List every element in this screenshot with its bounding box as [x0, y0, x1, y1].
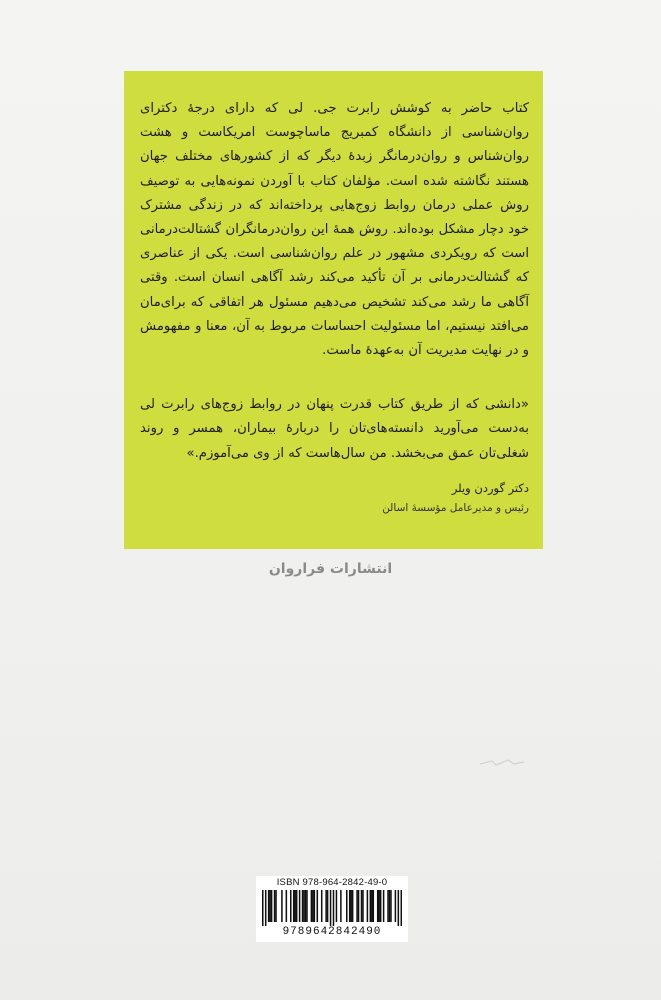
barcode-bar [367, 890, 369, 922]
barcode-bar [271, 890, 273, 922]
barcode-bar [352, 890, 354, 922]
barcode-bar [321, 890, 323, 922]
barcode-bar [299, 890, 301, 922]
barcode-bar [330, 890, 332, 926]
barcode-bar [293, 890, 295, 922]
barcode-bar [302, 890, 304, 922]
barcode-bar [389, 890, 391, 922]
barcode-bar [281, 890, 283, 922]
barcode-bar [373, 890, 375, 922]
endorsement-author-name: دکتر گوردن ویلر [451, 480, 529, 495]
blurb-paragraph: کتاب حاضر به کوشش رابرت جی. لی که دارای درجهٔ دکترای روان‌شناسی از دانشگاه کمبریج ماساچوست امریکاست و هشت روان‌شناس و روان‌درمانگر زبدهٔ دیگر که از کشورهای مختلف جهان هستند نگاشته شده است. مؤلفان کتاب با آوردن نمونه‌هایی به توصیف روش عملی درمان روابط زوج‌هایی پرداخته‌اند که در زندگی مشترک خود دچار مشکل بوده‌اند. روش همهٔ این روان‌درمانگران گشتالت‌درمانی است که رویکردی مشهور در علم روان‌شناسی است. یکی از عناصری که گشتالت‌درمانی بر آن تأکید می‌کند رشد آگاهی انسان است. وقتی آگاهی ما رشد می‌کند تشخیص می‌دهیم مسئول هر اتفاقی که برای‌مان می‌افتد نیستیم، اما مسئولیت احساسات مربوط به آن، معنا و مفهومش و در نهایت مدیریت آن به‌عهدهٔ ماست. [140, 101, 529, 359]
barcode-bar [398, 890, 400, 926]
barcode-bar [395, 890, 397, 922]
ink-smudge-mark [478, 756, 526, 770]
barcode-bar [333, 890, 335, 926]
barcode-bar [327, 890, 329, 922]
barcode-bar [303, 890, 305, 922]
barcode-bar [306, 890, 308, 922]
barcode-bar [286, 890, 288, 922]
barcode-bars [262, 890, 402, 926]
publisher-name: انتشارات فراروان [268, 561, 393, 577]
barcode-bar [311, 890, 313, 922]
endorsement-author-role: رئیس و مدیرعامل مؤسسهٔ اسالن [382, 501, 529, 514]
endorsement-quote: «دانشی که از طریق کتاب قدرت پنهان در روابط زوج‌های رابرت لی به‌دست می‌آورید دانسته‌های‌تان را دربارهٔ بیماران، همسر و روند شغلی‌تان عمق می‌بخشد. من سال‌هاست که از وی می‌آموزم.» [140, 397, 529, 461]
barcode-bar [340, 890, 342, 922]
barcode-bar [314, 890, 316, 922]
barcode-bar [378, 890, 380, 922]
barcode-bar [268, 890, 270, 922]
barcode-bar [312, 890, 314, 922]
barcode-bar [305, 890, 307, 922]
barcode-bar [377, 890, 379, 922]
barcode-bar [370, 890, 372, 922]
barcode-bar [269, 890, 271, 922]
barcode-bar [387, 890, 389, 922]
barcode-bar [262, 890, 264, 926]
barcode-bar [371, 890, 373, 922]
barcode-bar [362, 890, 364, 922]
barcode-bar [358, 890, 360, 922]
barcode-bar [294, 890, 296, 922]
blurb-panel [124, 71, 543, 549]
barcode-bar [274, 890, 276, 922]
barcode-bar [275, 890, 277, 922]
barcode-bar [265, 890, 267, 926]
barcode-bar [390, 890, 392, 922]
blurb-text-block [140, 97, 529, 518]
barcode-bar [361, 890, 363, 922]
barcode-bar [346, 890, 348, 922]
barcode-bar [356, 890, 358, 922]
barcode-digits: 9789642842490 [282, 926, 382, 938]
barcode-bar [349, 890, 351, 922]
barcode-bar [317, 890, 319, 922]
barcode-bar [296, 890, 298, 922]
barcode-bar [336, 890, 338, 922]
barcode-bar [383, 890, 385, 922]
barcode-bar [290, 890, 292, 922]
barcode-bar [401, 890, 402, 926]
isbn-label: ISBN 978-964-2842-49-0 [276, 877, 388, 888]
barcode-bar [325, 890, 327, 922]
barcode-bar [380, 890, 382, 922]
isbn-barcode [256, 876, 408, 942]
barcode-bar [350, 890, 352, 922]
